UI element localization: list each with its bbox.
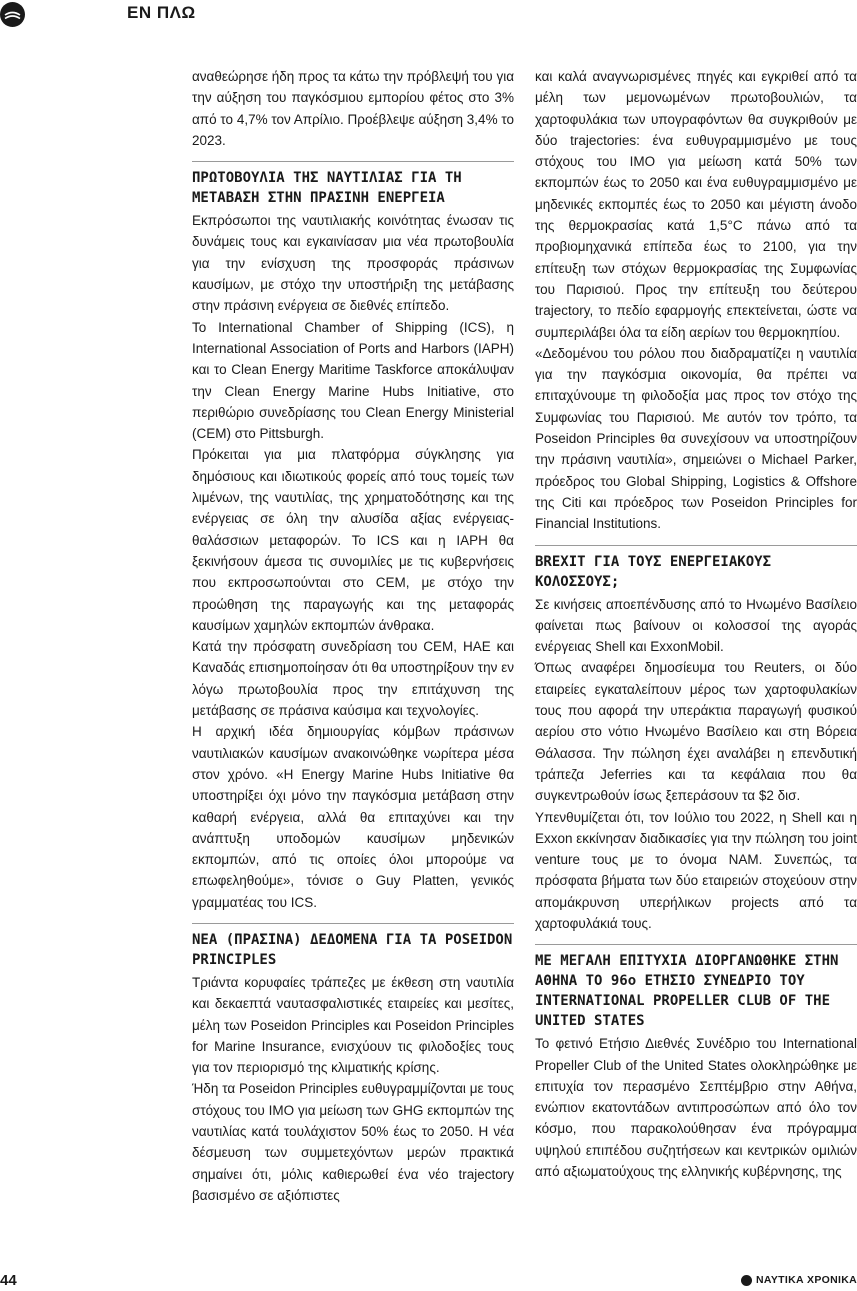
page-header xyxy=(0,0,857,30)
divider xyxy=(192,161,514,162)
divider xyxy=(535,944,857,945)
paragraph: Όπως αναφέρει δημοσίευμα του Reuters, οι δύο εταιρείες εγκαταλείπουν μέρος των χαρτοφυλακίων τους που αφορά την υπεράκτια παραγωγή φυσικού αερίου στο νότιο Ηνωμένο Βασίλειο και στη Βόρεια Θάλασσα. Την πώληση έχει αναλάβει η επενδυτική τράπεζα Jeferries και τα κεφάλαια που θα συγκεντρωθούν ίσως ξεπεράσουν τα $2 δισ. xyxy=(535,660,857,804)
divider xyxy=(192,923,514,924)
paragraph: Πρόκειται για μια πλατφόρμα σύγκλησης για δημόσιους και ιδιωτικούς φορείς από τους τομείς των λιμένων, της ναυτιλίας, της χρηματοδότησης και της ενέργειας σε όλη την αλυσίδα αξίας ενέργειας-θαλάσσιων μεταφορών. Το ICS και η IAPH θα ξεκινήσουν άμεσα τις συνομιλίες με τις κυβερνήσεις που εκπροσωπούνται στο CEM, με στόχο την προώθηση της παραγωγής και της μεταφοράς καυσίμων χαμηλών εκπομπών άνθρακα. xyxy=(192,447,514,633)
brand-logo-icon xyxy=(741,1275,752,1286)
paragraph: Το International Chamber of Shipping (ICS), η International Association of Ports and Harbors (IAPH) και το Clean Energy Maritime Taskforce αποκάλυψαν την Clean Energy Marine Hubs Initiative, στο περιθώριο συνεδρίασης του Clean Energy Ministerial (CEM) στο Pittsburgh. xyxy=(192,319,514,442)
paragraph: Σε κινήσεις αποεπένδυσης από το Ηνωμένο Βασίλειο φαίνεται πως βαίνουν οι κολοσσοί της αγοράς ενέργειας Shell και ExxonMobil. xyxy=(535,596,857,655)
paragraph: και καλά αναγνωρισμένες πηγές και εγκριθεί από τα μέλη των μεμονωμένων πρωτοβουλιών, τα χαρτοφυλάκια των υπογραφόντων θα συγκριθούν με δύο trajectories: ένα ευθυγραμμισμένο με τους στόχους του ΙΜΟ για μείωση κατά 50% των εκπομπών έως το 2050 και ένα ευθυγραμμισμένο με μηδενικές εκπομπές έως το 2050 και μέγιστη άνοδο της θερμοκρασίας κατά 1,5°C πάνω από τα προβιομηχανικά επίπεδα έως το 2100, για την επίτευξη των στόχων θερμοκρασίας της Συμφωνίας του Παρισιού. Προς την επίτευξη του δεύτερου trajectory, το πεδίο εφαρμογής επεκτείνεται, ώστε να συμπεριλάβει όλα τα είδη αερίων του θερμοκηπίου. xyxy=(535,69,857,340)
brand-name: ΝΑΥΤΙΚΑ ΧΡΟΝΙΚΑ xyxy=(756,1274,857,1286)
paragraph: Υπενθυμίζεται ότι, τον Ιούλιο του 2022, η Shell και η Exxon εκκίνησαν διαδικασίες για την πώληση του joint venture τους με το όνομα NAM. Συνεπώς, τα πρόσφατα βήματα των δύο εταιρειών στοχεύουν στην απομάκρυνση υπερήλικων projects από τα χαρτοφυλάκιά τους. xyxy=(535,809,857,931)
article-heading: ΠΡΩΤΟΒΟΥΛΙΑ ΤΗΣ ΝΑΥΤΙΛΙΑΣ ΓΙΑ ΤΗ ΜΕΤΑΒΑΣΗ ΣΤΗΝ ΠΡΑΣΙΝΗ ΕΝΕΡΓΕΙΑ xyxy=(192,170,462,207)
paragraph: «Δεδομένου του ρόλου που διαδραματίζει η ναυτιλία για την παγκόσμια οικονομία, θα πρέπει να επιταχύνουμε τη φιλοδοξία μας προς τον στόχο της Συμφωνίας του Παρισιού. Με αυτόν τον τρόπο, τα Poseidon Principles θα συνεχίσουν να υποστηρίζουν την πράσινη ναυτιλία», σημειώνει ο Michael Parker, πρόεδρος του Global Shipping, Logistics & Offshore της Citi και πρόεδρος των Poseidon Principles for Financial Institutions. xyxy=(535,345,857,532)
paragraph: Κατά την πρόσφατη συνεδρίαση του CEM, ΗΑΕ και Καναδάς επισημοποίησαν ότι θα υποστηρίξουν την εν λόγω πρωτοβουλία προς την επιτάχυνση της μετάβασης σε πράσινα καύσιμα και τεχνολογίες. xyxy=(192,639,514,719)
page-number: 44 xyxy=(0,1272,17,1289)
intro-paragraph: αναθεώρησε ήδη προς τα κάτω την πρόβλεψή του για την αύξηση του παγκόσμιου εμπορίου φέτος στο 3% από το 4,7% τον Απρίλιο. Προέβλεψε αύξηση 3,4% το 2023. xyxy=(192,69,514,148)
footer-brand xyxy=(741,1274,857,1286)
right-column xyxy=(535,66,857,1182)
paragraph: Ήδη τα Poseidon Principles ευθυγραμμίζονται με τους στόχους του ΙΜΟ για μείωση των GHG εκπομπών της ναυτιλίας κατά τουλάχιστον 50% έως το 2050. Η νέα δέσμευση των συμμετεχόντων μερών πρακτικά σημαίνει ότι, μόλις καθιερωθεί ένα νέο trajectory βασισμένο σε αξιόπιστες xyxy=(192,1081,514,1203)
section-title: ΕΝ ΠΛΩ xyxy=(127,3,196,22)
divider xyxy=(535,545,857,546)
paragraph: Το φετινό Ετήσιο Διεθνές Συνέδριο του International Propeller Club of the United States ολοκληρώθηκε με επιτυχία τον περασμένο Σεπτέμβριο στην Αθήνα, ενώπιον εκατοντάδων αντιπροσώπων από όλο τον κόσμο, που παρακολούθησαν ένα πρόγραμμα υψηλού επιπέδου συζητήσεων και κεντρικών ομιλιών από αξιωματούχους της ελληνικής κυβέρνησης, της xyxy=(535,1036,857,1180)
paragraph: Εκπρόσωποι της ναυτιλιακής κοινότητας ένωσαν τις δυνάμεις τους και εγκαινίασαν μια νέα πρωτοβουλία για την ενίσχυση της προσφοράς πράσινων καυσίμων, με στόχο την υποστήριξη της μετάβασης στην πράσινη ενέργεια σε διεθνές επίπεδο. xyxy=(192,213,514,314)
article-heading: ΝΕΑ (ΠΡΑΣΙΝΑ) ΔΕΔΟΜΕΝΑ ΓΙΑ ΤΑ POSEIDON PRINCIPLES xyxy=(192,931,513,968)
magazine-logo-icon xyxy=(0,2,25,27)
paragraph: Η αρχική ιδέα δημιουργίας κόμβων πράσινων ναυτιλιακών καυσίμων ανακοινώθηκε νωρίτερα μέσα στον χρόνο. «Η Energy Marine Hubs Initiative θα υποστηρίξει όχι μόνο την παγκόσμια μετάβαση στην καθαρή ενέργεια, αλλά θα επιταχύνει και την ανάπτυξη υποδομών καυσίμων μηδενικών εκπομπών, από τις οποίες όλοι μπορούμε να επωφεληθούμε», τόνισε ο Guy Platten, γενικός γραμματέας του ICS. xyxy=(192,724,514,910)
article-heading: ΜΕ ΜΕΓΑΛΗ ΕΠΙΤΥΧΙΑ ΔΙΟΡΓΑΝΩΘΗΚΕ ΣΤΗΝ ΑΘΗΝΑ ΤΟ 96ο ΕΤΗΣΙΟ ΣΥΝΕΔΡΙΟ ΤΟΥ INTERNATIONAL PROPELLER CLUB OF THE UNITED STATES xyxy=(535,953,839,1030)
article-heading: BREXIT ΓΙΑ ΤΟΥΣ ΕΝΕΡΓΕΙΑΚΟΥΣ ΚΟΛΟΣΣΟΥΣ; xyxy=(535,553,772,590)
left-column xyxy=(192,66,514,1206)
paragraph: Τριάντα κορυφαίες τράπεζες με έκθεση στη ναυτιλία και δεκαεπτά ναυτασφαλιστικές εταιρείες και μεσίτες, μέλη των Poseidon Principles και Poseidon Principles for Marine Insurance, ενισχύουν τις φιλοδοξίες τους για τον περιορισμό της κλιματικής κρίσης. xyxy=(192,974,514,1076)
